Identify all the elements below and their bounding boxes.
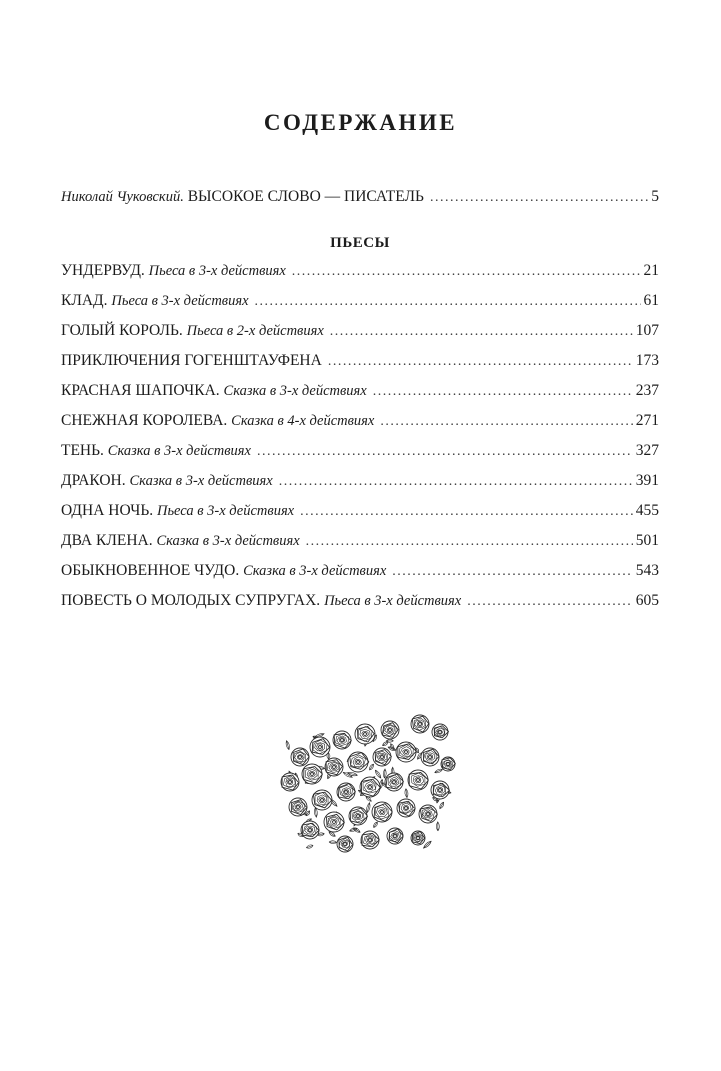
- toc-entry-title: ТЕНЬ.: [61, 442, 104, 459]
- toc-page-number: 455: [635, 502, 659, 519]
- toc-entry[interactable]: [61, 292, 659, 322]
- toc-entry-subtitle: Сказка в 3-х действиях: [243, 563, 387, 579]
- toc-leader-dots: [328, 354, 633, 370]
- toc-entry[interactable]: [61, 322, 659, 352]
- toc-leader-dots: [392, 564, 632, 580]
- toc-entry[interactable]: [61, 382, 659, 412]
- toc-entry-title: ДВА КЛЕНА.: [61, 532, 153, 549]
- toc-entry-title: ОДНА НОЧЬ.: [61, 502, 154, 519]
- toc-page-number: 501: [635, 532, 659, 549]
- toc-entry-text: [61, 262, 286, 280]
- toc-leader-dots: [467, 594, 633, 610]
- toc-entry-title: КЛАД.: [61, 292, 108, 309]
- toc-page-number: 107: [635, 322, 659, 339]
- toc-leader-dots: [306, 534, 633, 550]
- section-heading: ПЬЕСЫ: [330, 235, 390, 251]
- toc-entry-subtitle: Сказка в 3-х действиях: [129, 473, 273, 489]
- toc-leader-dots: [330, 324, 633, 340]
- toc-leader-dots: [380, 414, 632, 430]
- toc-page-number: 327: [635, 442, 659, 459]
- rose-bush-engraving-icon: [270, 712, 460, 862]
- toc-entry-text: [61, 562, 386, 580]
- toc-leader-dots: [255, 294, 641, 310]
- toc-leader-dots: [430, 190, 648, 206]
- toc-entry-list: [61, 262, 659, 622]
- toc-page-number: 391: [635, 472, 659, 489]
- toc-entry-author: Николай Чуковский.: [61, 189, 184, 205]
- toc-entry-text: [61, 382, 367, 400]
- toc-entry[interactable]: [61, 352, 659, 382]
- toc-entry-text: [61, 412, 374, 430]
- toc-page-number: 21: [643, 262, 659, 279]
- toc-entry-text: [61, 502, 294, 520]
- toc-entry-title: СНЕЖНАЯ КОРОЛЕВА.: [61, 412, 228, 429]
- toc-entry-title: ОБЫКНОВЕННОЕ ЧУДО.: [61, 562, 240, 579]
- toc-entry-text: [61, 188, 424, 206]
- toc-entry[interactable]: [61, 472, 659, 502]
- toc-entry-title: ВЫСОКОЕ СЛОВО — ПИСАТЕЛЬ: [187, 188, 424, 205]
- toc-entry-subtitle: Сказка в 4-х действиях: [231, 413, 375, 429]
- table-of-contents: [61, 188, 659, 622]
- toc-entry[interactable]: [61, 262, 659, 292]
- toc-leader-dots: [373, 384, 633, 400]
- toc-leader-dots: [257, 444, 633, 460]
- toc-entry[interactable]: [61, 532, 659, 562]
- toc-entry-text: [61, 352, 322, 370]
- toc-entry[interactable]: [61, 592, 659, 622]
- page-title: СОДЕРЖАНИЕ: [263, 110, 458, 135]
- toc-entry-title: УНДЕРВУД.: [61, 262, 145, 279]
- toc-entry-text: [61, 442, 251, 460]
- toc-entry-title: ПРИКЛЮЧЕНИЯ ГОГЕНШТАУФЕНА: [61, 352, 322, 369]
- toc-entry-subtitle: Сказка в 3-х действиях: [223, 383, 367, 399]
- toc-entry[interactable]: [61, 442, 659, 472]
- toc-leader-dots: [279, 474, 633, 490]
- toc-entry-text: [61, 472, 273, 490]
- toc-entry-intro[interactable]: [61, 188, 659, 218]
- toc-entry-subtitle: Пьеса в 3-х действиях: [156, 503, 295, 519]
- toc-entry-title: ДРАКОН.: [61, 472, 126, 489]
- toc-entry-text: [61, 592, 461, 610]
- toc-entry-subtitle: Пьеса в 3-х действиях: [111, 293, 249, 309]
- toc-page-number: 61: [643, 292, 659, 309]
- toc-page-number: 605: [635, 592, 659, 609]
- toc-page-number: 173: [635, 352, 659, 369]
- toc-entry-subtitle: Сказка в 3-х действиях: [107, 443, 251, 459]
- toc-entry-text: [61, 292, 249, 310]
- toc-entry-text: [61, 322, 324, 340]
- toc-entry-title: ГОЛЫЙ КОРОЛЬ.: [61, 322, 183, 339]
- toc-leader-dots: [292, 264, 641, 280]
- toc-entry-subtitle: Пьеса в 3-х действиях: [148, 263, 286, 279]
- toc-entry[interactable]: [61, 562, 659, 592]
- toc-entry-subtitle: Пьеса в 2-х действиях: [186, 323, 324, 339]
- toc-entry[interactable]: [61, 502, 659, 532]
- toc-page-number: 5: [651, 188, 659, 205]
- toc-entry-subtitle: Сказка в 3-х действиях: [156, 533, 300, 549]
- toc-entry-subtitle: Пьеса в 3-х действиях: [324, 593, 462, 609]
- toc-page-number: 271: [635, 412, 659, 429]
- toc-leader-dots: [300, 504, 633, 520]
- toc-entry-text: [61, 532, 300, 550]
- toc-entry-title: ПОВЕСТЬ О МОЛОДЫХ СУПРУГАХ.: [61, 592, 321, 609]
- toc-entry-title: КРАСНАЯ ШАПОЧКА.: [61, 382, 220, 399]
- toc-page-number: 237: [635, 382, 659, 399]
- toc-page-number: 543: [635, 562, 659, 579]
- toc-entry[interactable]: [61, 412, 659, 442]
